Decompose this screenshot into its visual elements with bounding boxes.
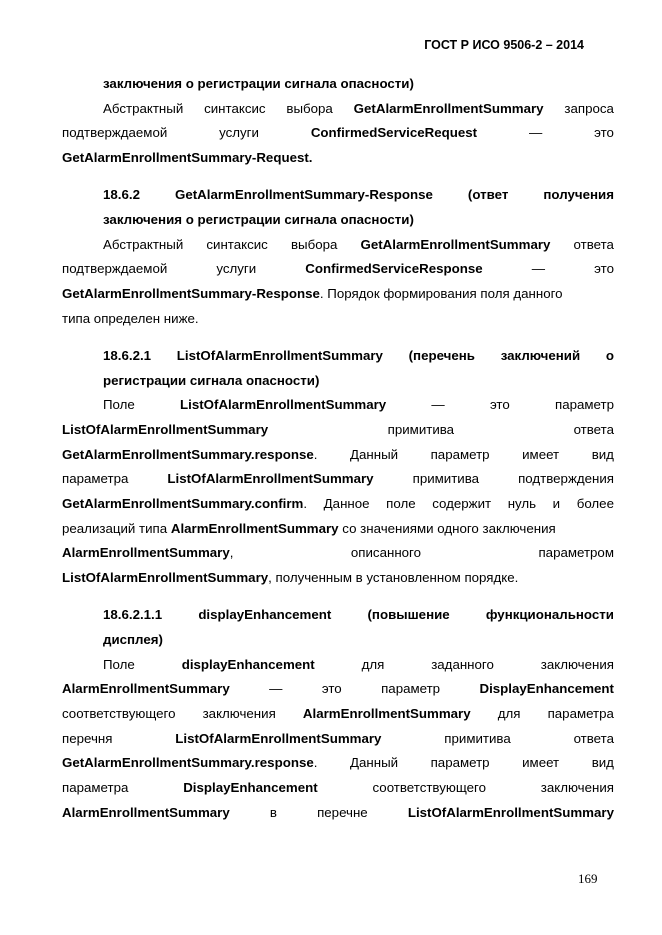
text-run: Данный	[349, 755, 399, 771]
text-run: со значениями одного заключения	[338, 520, 556, 536]
section-heading	[62, 183, 614, 208]
text-run: услуги	[216, 261, 257, 277]
text-line	[62, 727, 614, 752]
text-run: заключений	[500, 347, 581, 363]
text-run: GetAlarmEnrollmentSummary-Response	[175, 187, 433, 203]
section-heading	[62, 208, 614, 233]
text-run: для	[497, 706, 521, 721]
text-line	[62, 492, 614, 517]
text-run: для	[361, 656, 385, 672]
text-line	[62, 677, 614, 702]
section-heading	[62, 603, 614, 628]
text-run: получения	[543, 187, 614, 203]
text-run: заключения	[540, 780, 614, 796]
text-run: в	[269, 804, 277, 820]
text-run: ListOfAlarmEnrollmentSummary	[180, 397, 387, 413]
text-run: это	[594, 125, 614, 141]
text-run: описанного	[350, 545, 422, 561]
section-heading	[62, 628, 614, 653]
text-run: выбора	[290, 236, 338, 252]
text-line	[62, 282, 614, 307]
text-run: Данный	[349, 446, 399, 462]
text-run: содержит	[432, 496, 492, 511]
text-run: подтверждения	[518, 471, 614, 487]
text-run: .	[303, 496, 308, 511]
text-run: 18.6.2.1.1	[103, 607, 163, 623]
text-line	[62, 702, 614, 727]
text-run: GetAlarmEnrollmentSummary.confirm	[62, 496, 304, 511]
text-line	[62, 307, 614, 332]
text-line	[62, 443, 614, 468]
text-run: синтаксис	[206, 236, 268, 252]
text-run: Поле	[103, 397, 135, 413]
text-run: заключения о регистрации сигнала опасности)	[103, 76, 414, 91]
text-run: —	[528, 125, 543, 141]
text-run: имеет	[522, 446, 560, 462]
text-line	[62, 233, 614, 258]
text-run: ответа	[573, 730, 614, 746]
text-run: параметр	[430, 446, 490, 462]
text-line	[62, 776, 614, 801]
text-line	[62, 566, 614, 591]
text-run: displayEnhancement	[181, 656, 315, 672]
text-run: дисплея)	[103, 631, 163, 647]
text-run: выбора	[286, 100, 333, 116]
text-run: —	[269, 681, 283, 697]
text-run: Поле	[103, 656, 135, 672]
page-header: ГОСТ Р ИСО 9506-2 – 2014	[424, 38, 584, 52]
text-run: параметра	[62, 471, 129, 487]
text-run: примитива	[444, 730, 511, 746]
text-run: Абстрактный	[103, 236, 184, 252]
text-run: ListOfAlarmEnrollmentSummary	[62, 570, 269, 586]
text-run: .	[313, 446, 318, 462]
text-run: подтверждаемой	[62, 125, 168, 141]
text-line	[62, 72, 614, 97]
text-run: ListOfAlarmEnrollmentSummary	[407, 804, 614, 820]
text-run: GetAlarmEnrollmentSummary-Response	[62, 286, 320, 301]
text-run: параметр	[430, 755, 490, 771]
text-run: . Порядок формирования поля данного	[319, 286, 563, 301]
document-body	[62, 72, 614, 825]
text-run: о	[605, 347, 614, 363]
text-run: —	[531, 261, 546, 277]
text-run: ConfirmedServiceRequest	[310, 125, 478, 141]
text-run: и	[552, 496, 561, 511]
text-run: перечня	[62, 730, 113, 746]
text-run: перечне	[317, 804, 368, 820]
text-line	[62, 121, 614, 146]
text-line	[62, 541, 614, 566]
text-run: примитива	[387, 421, 455, 437]
text-line	[62, 257, 614, 282]
text-line	[62, 393, 614, 418]
text-run: заключения	[540, 656, 614, 672]
text-run: заключения	[202, 706, 276, 721]
text-run: GetAlarmEnrollmentSummary.response	[62, 446, 314, 462]
text-line	[62, 146, 614, 171]
text-run: параметр	[555, 397, 614, 413]
text-run: GetAlarmEnrollmentSummary	[353, 100, 544, 116]
text-run: displayEnhancement	[198, 607, 332, 623]
text-run: заключения о регистрации сигнала опасности)	[103, 211, 414, 227]
text-run: AlarmEnrollmentSummary	[302, 706, 471, 721]
text-run: GetAlarmEnrollmentSummary.response	[62, 755, 314, 771]
text-run: нуль	[507, 496, 537, 511]
text-line	[62, 751, 614, 776]
text-run: вид	[591, 755, 614, 771]
text-run: параметром	[538, 545, 614, 561]
section-heading	[62, 344, 614, 369]
text-run: ответа	[573, 421, 614, 437]
text-run: .	[313, 755, 318, 771]
text-run: ответа	[573, 236, 614, 252]
text-run: (ответ	[467, 187, 509, 203]
text-run: 18.6.2.1	[103, 347, 152, 363]
text-run: регистрации сигнала опасности)	[103, 372, 320, 388]
text-run: это	[594, 261, 614, 277]
text-run: ConfirmedServiceResponse	[305, 261, 483, 277]
text-run: более	[576, 496, 614, 511]
text-run: DisplayEnhancement	[479, 681, 614, 697]
text-run: DisplayEnhancement	[183, 780, 318, 796]
text-run: параметра	[547, 706, 614, 721]
text-line	[62, 801, 614, 826]
text-run: соответствующего	[372, 780, 486, 796]
text-run: Данное	[323, 496, 370, 511]
text-run: AlarmEnrollmentSummary	[62, 545, 230, 561]
text-run: типа определен ниже.	[62, 310, 199, 326]
text-run: —	[431, 397, 445, 413]
text-run: AlarmEnrollmentSummary	[170, 520, 339, 536]
text-run: AlarmEnrollmentSummary	[62, 804, 230, 820]
text-run: имеет	[522, 755, 560, 771]
text-run: GetAlarmEnrollmentSummary-Request.	[62, 150, 313, 166]
text-run: (повышение	[367, 607, 450, 623]
text-run: услуги	[219, 125, 259, 141]
text-run: GetAlarmEnrollmentSummary	[360, 236, 551, 252]
text-run: (перечень	[408, 347, 475, 363]
text-run: примитива	[412, 471, 480, 487]
text-run: AlarmEnrollmentSummary	[62, 681, 230, 697]
text-run: функциональности	[485, 607, 614, 623]
text-run: это	[489, 397, 510, 413]
page-number: 169	[578, 871, 598, 886]
text-run: это	[321, 681, 342, 697]
text-line	[62, 418, 614, 443]
text-run: реализаций типа	[62, 520, 171, 536]
text-run: ListOfAlarmEnrollmentSummary	[62, 421, 269, 437]
text-run: соответствующего	[62, 706, 176, 721]
text-run: ListOfAlarmEnrollmentSummary	[176, 347, 383, 363]
text-run: , полученным в установленном порядке.	[268, 570, 519, 586]
text-run: ListOfAlarmEnrollmentSummary	[167, 471, 374, 487]
text-run: поле	[386, 496, 416, 511]
text-line	[62, 517, 614, 542]
text-run: синтаксис	[204, 100, 266, 116]
text-run: Абстрактный	[103, 100, 184, 116]
text-line	[62, 97, 614, 122]
text-line	[62, 653, 614, 678]
text-run: заданного	[431, 656, 494, 672]
text-line	[62, 467, 614, 492]
text-run: вид	[591, 446, 614, 462]
text-run: ListOfAlarmEnrollmentSummary	[175, 730, 382, 746]
text-run: запроса	[564, 100, 614, 116]
section-heading	[62, 369, 614, 394]
text-run: параметра	[62, 780, 129, 796]
text-run: подтверждаемой	[62, 261, 168, 277]
text-run: ,	[229, 545, 234, 561]
text-run: 18.6.2	[103, 187, 140, 203]
text-run: параметр	[381, 681, 441, 697]
